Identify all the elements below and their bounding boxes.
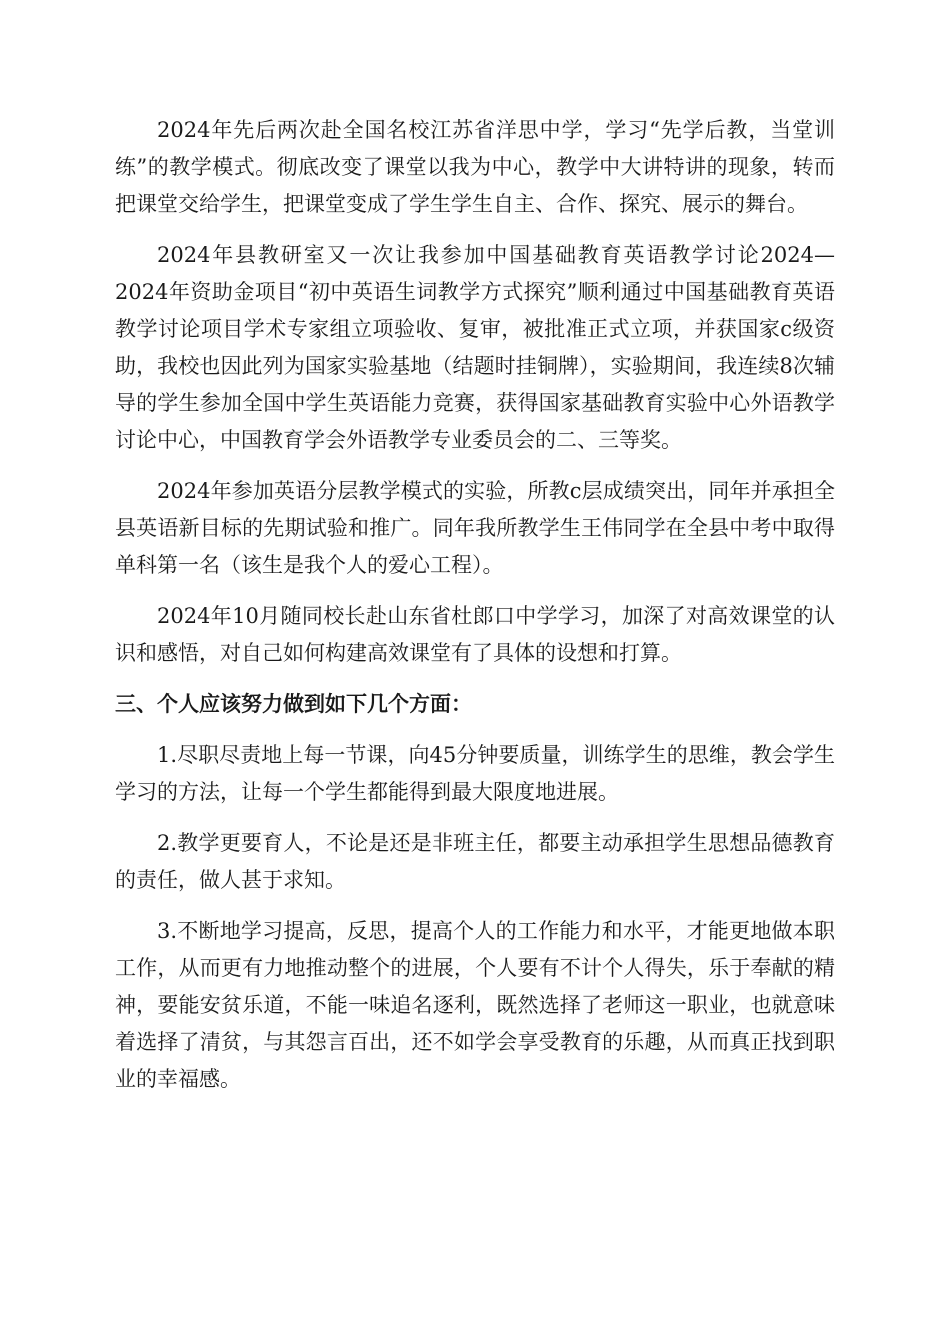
paragraph-school-visit: 2024年10月随同校长赴山东省杜郎口中学学习，加深了对高效课堂的认识和感悟，对自己如何构建高效课堂有了具体的设想和打算。	[115, 604, 835, 665]
paragraph-item-1: 1.尽职尽责地上每一节课，向45分钟要质量，训练学生的思维，教会学生学习的方法，让每一个学生都能得到最大限度地进展。	[115, 743, 835, 804]
paragraph-study-trip: 2024年先后两次赴全国名校江苏省洋思中学，学习“先学后教，当堂训练”的教学模式。彻底改变了课堂以我为中心，教学中大讲特讲的现象，转而把课堂交给学生，把课堂变成了学生学生自主、合作、探究、展示的舞台。	[115, 118, 835, 216]
paragraph-research-project: 2024年县教研室又一次让我参加中国基础教育英语教学讨论2024—2024年资助金项目“初中英语生词教学方式探究”顺利通过中国基础教育英语教学讨论项目学术专家组立项验收、复审，被批准正式立项，并获国家c级资助，我校也因此列为国家实验基地（结题时挂铜牌），实验期间，我连续8次辅导的学生参加全国中学生英语能力竞赛，获得国家基础教育实验中心外语教学讨论中心，中国教育学会外语教学专业委员会的二、三等奖。	[115, 243, 835, 452]
section-heading: 三、个人应该努力做到如下几个方面：	[115, 692, 472, 716]
document-body	[115, 112, 835, 1112]
paragraph-item-3: 3.不断地学习提高，反思，提高个人的工作能力和水平，才能更地做本职工作，从而更有力地推动整个的进展，个人要有不计个人得失，乐于奉献的精神，要能安贫乐道，不能一味追名逐利，既然选择了老师这一职业，也就意味着选择了清贫，与其怨言百出，还不如学会享受教育的乐趣，从而真正找到职业的幸福感。	[115, 919, 835, 1091]
paragraph-tiered-teaching: 2024年参加英语分层教学模式的实验，所教c层成绩突出，同年并承担全县英语新目标的先期试验和推广。同年我所教学生王伟同学在全县中考中取得单科第一名（该生是我个人的爱心工程）。	[115, 479, 835, 577]
paragraph-item-2: 2.教学更要育人，不论是还是非班主任，都要主动承担学生思想品德教育的责任，做人甚于求知。	[115, 831, 835, 892]
